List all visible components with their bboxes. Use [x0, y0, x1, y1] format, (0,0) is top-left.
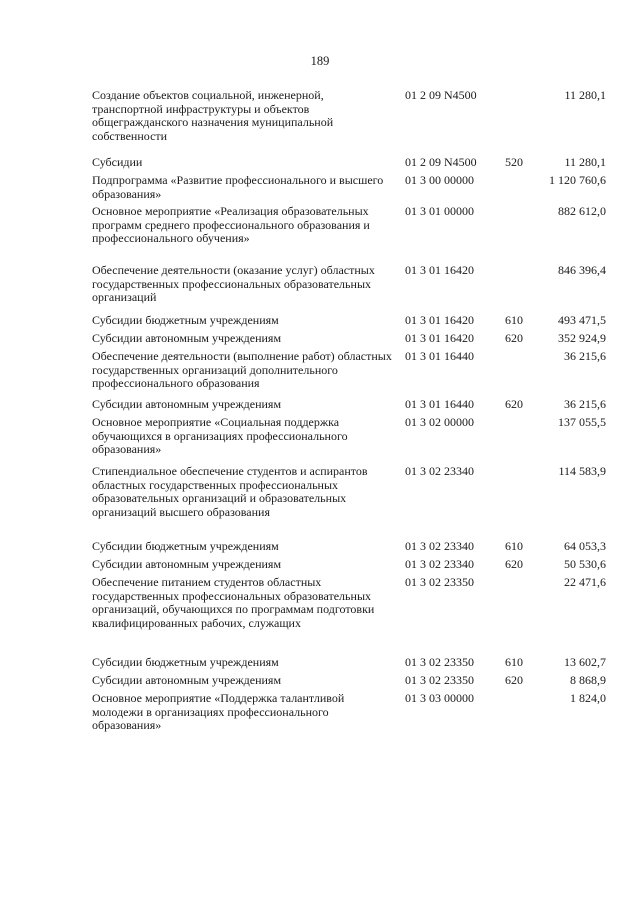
row-code: 01 3 03 00000: [405, 691, 474, 705]
page-number: 189: [310, 54, 330, 68]
row-vr: 520: [505, 155, 523, 169]
row-amount: 114 583,9: [558, 464, 606, 478]
row-code: 01 3 01 16440: [405, 349, 474, 363]
row-amount: 11 280,1: [564, 88, 606, 102]
row-vr: 610: [505, 313, 523, 327]
row-name: Основное мероприятие «Поддержка талантливой молодежи в организациях профессионального образования»: [92, 691, 345, 733]
row-name: Обеспечение деятельности (оказание услуг) областных государственных профессиональных образовательных организаций: [92, 263, 375, 305]
row-name: Субсидии бюджетным учреждениям: [92, 655, 279, 669]
row-name: Обеспечение деятельности (выполнение работ) областных государственных организаций дополнительного профессионального образования: [92, 349, 392, 391]
row-vr: 610: [505, 655, 523, 669]
table-row: [0, 674, 640, 692]
row-code: 01 3 02 00000: [405, 415, 474, 429]
row-vr: 620: [505, 557, 523, 571]
row-name: Обеспечение питанием студентов областных государственных профессиональных образовательных организаций, обучающихся по программам подготовки квалифицированных рабочих, служащих: [92, 575, 375, 630]
row-name: Подпрограмма «Развитие профессионального и высшего образования»: [92, 173, 384, 201]
row-code: 01 3 01 16420: [405, 263, 474, 277]
table-row: [0, 89, 640, 156]
row-amount: 846 396,4: [558, 263, 606, 277]
row-amount: 64 053,3: [564, 539, 606, 553]
row-amount: 137 055,5: [558, 415, 606, 429]
row-vr: 620: [505, 397, 523, 411]
row-amount: 36 215,6: [564, 349, 606, 363]
budget-table: [0, 89, 640, 742]
row-name: Субсидии: [92, 155, 143, 169]
row-code: 01 3 01 16420: [405, 331, 474, 345]
row-amount: 352 924,9: [558, 331, 606, 345]
row-code: 01 3 02 23350: [405, 655, 474, 669]
table-row: [0, 314, 640, 332]
table-row: [0, 465, 640, 540]
row-name: Субсидии автономным учреждениям: [92, 673, 282, 687]
table-row: [0, 350, 640, 398]
row-code: 01 3 02 23340: [405, 557, 474, 571]
row-amount: 11 280,1: [564, 155, 606, 169]
table-row: [0, 156, 640, 174]
row-code: 01 2 09 N4500: [405, 155, 477, 169]
row-amount: 1 120 760,6: [549, 173, 606, 187]
row-amount: 1 824,0: [570, 691, 606, 705]
row-vr: 620: [505, 331, 523, 345]
row-code: 01 3 02 23340: [405, 464, 474, 478]
row-name: Субсидии автономным учреждениям: [92, 397, 282, 411]
table-row: [0, 558, 640, 576]
row-name: Стипендиальное обеспечение студентов и аспирантов областных государственных профессиональных образовательных организаций и образовательных организаций высшего образования: [92, 464, 368, 519]
row-amount: 36 215,6: [564, 397, 606, 411]
table-row: [0, 332, 640, 350]
row-name: Основное мероприятие «Социальная поддержка обучающихся в организациях профессионального образования»: [92, 415, 348, 457]
row-amount: 882 612,0: [558, 204, 606, 218]
row-code: 01 3 02 23350: [405, 673, 474, 687]
table-row: [0, 205, 640, 264]
row-amount: 13 602,7: [564, 655, 606, 669]
row-name: Субсидии бюджетным учреждениям: [92, 313, 279, 327]
table-row: [0, 576, 640, 656]
table-row: [0, 416, 640, 465]
row-name: Создание объектов социальной, инженерной, транспортной инфраструктуры и объектов общегражданского назначения муниципальной собственности: [92, 88, 334, 143]
row-name: Субсидии бюджетным учреждениям: [92, 539, 279, 553]
row-amount: 22 471,6: [564, 575, 606, 589]
table-row: [0, 692, 640, 742]
table-row: [0, 174, 640, 205]
row-vr: 620: [505, 673, 523, 687]
row-name: Субсидии автономным учреждениям: [92, 331, 282, 345]
row-code: 01 3 02 23350: [405, 575, 474, 589]
row-vr: 610: [505, 539, 523, 553]
table-row: [0, 398, 640, 416]
row-amount: 50 530,6: [564, 557, 606, 571]
row-code: 01 3 01 00000: [405, 204, 474, 218]
table-row: [0, 264, 640, 314]
row-code: 01 3 01 16420: [405, 313, 474, 327]
table-row: [0, 540, 640, 558]
row-name: Субсидии автономным учреждениям: [92, 557, 282, 571]
table-row: [0, 656, 640, 674]
row-code: 01 3 01 16440: [405, 397, 474, 411]
row-amount: 8 868,9: [570, 673, 606, 687]
row-code: 01 2 09 N4500: [405, 88, 477, 102]
row-code: 01 3 00 00000: [405, 173, 474, 187]
row-code: 01 3 02 23340: [405, 539, 474, 553]
row-name: Основное мероприятие «Реализация образовательных программ среднего профессионального образования и профессионального обучения»: [92, 204, 370, 246]
row-amount: 493 471,5: [558, 313, 606, 327]
